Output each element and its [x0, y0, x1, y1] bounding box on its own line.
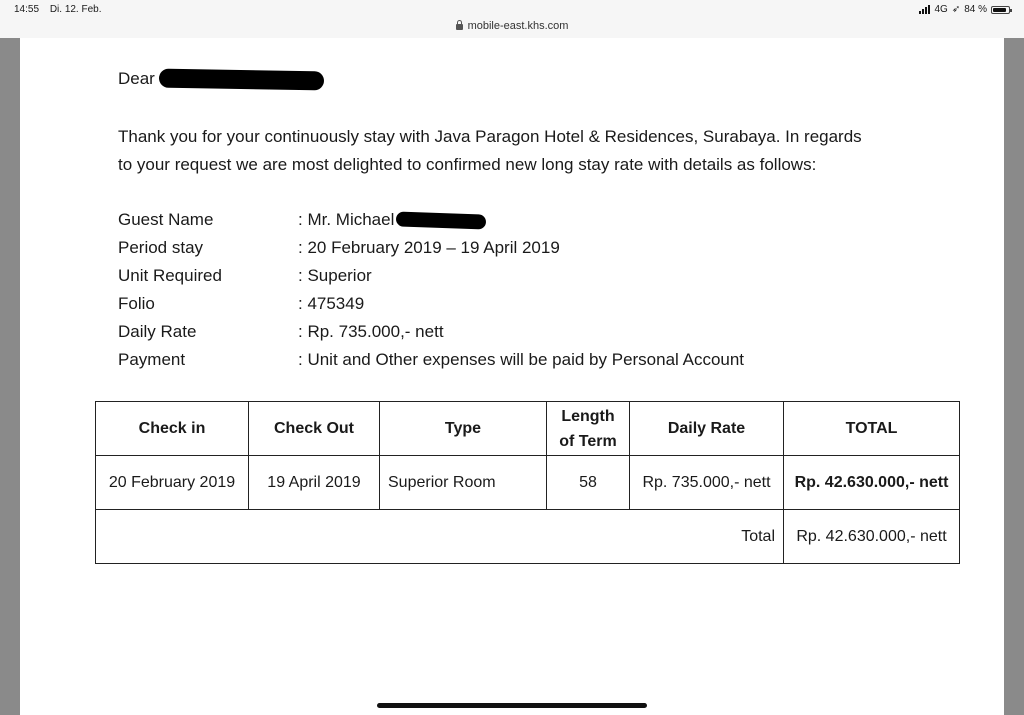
table-header-row — [96, 402, 960, 456]
header-total: TOTAL — [784, 402, 960, 456]
signal-icon — [919, 5, 930, 14]
document-page — [20, 38, 1004, 715]
detail-label: Folio — [118, 294, 155, 313]
status-bar — [0, 0, 1024, 20]
battery-icon — [991, 6, 1010, 14]
cell-daily-rate: Rp. 735.000,- nett — [630, 456, 784, 510]
header-check-out: Check Out — [249, 402, 380, 456]
header-check-in: Check in — [96, 402, 249, 456]
detail-value: : Superior — [298, 266, 372, 285]
cell-check-out: 19 April 2019 — [249, 456, 380, 510]
detail-value: : 475349 — [298, 294, 365, 313]
header-type: Type — [380, 402, 547, 456]
location-icon: ➶ — [951, 4, 961, 15]
total-label: Total — [96, 510, 784, 564]
detail-row-folio — [118, 290, 744, 318]
details-list — [118, 206, 744, 374]
table-row — [96, 456, 960, 510]
address-bar[interactable] — [0, 20, 1024, 36]
intro-line: Thank you for your continuously stay with Java Paragon Hotel & Residences, Surabaya. In regards — [118, 127, 862, 146]
detail-row-guest-name — [118, 206, 744, 234]
header-length-of-term — [547, 402, 630, 456]
intro-paragraph — [118, 123, 938, 179]
header-length-line: Length — [561, 407, 615, 425]
cell-length: 58 — [547, 456, 630, 510]
detail-row-unit — [118, 262, 744, 290]
detail-row-period — [118, 234, 744, 262]
cell-check-in: 20 February 2019 — [96, 456, 249, 510]
redaction-mark — [396, 211, 486, 229]
total-value: Rp. 42.630.000,- nett — [784, 510, 960, 564]
status-time: 14:55 — [14, 4, 40, 15]
url-text[interactable]: mobile-east.khs.com — [467, 20, 569, 32]
home-indicator[interactable] — [377, 703, 647, 708]
status-date: Di. 12. Feb. — [49, 4, 102, 15]
cell-total: Rp. 42.630.000,- nett — [784, 456, 960, 510]
greeting — [118, 69, 324, 89]
header-daily-rate: Daily Rate — [630, 402, 784, 456]
battery-percent: 84 % — [964, 4, 987, 15]
detail-value: : 20 February 2019 – 19 April 2019 — [298, 238, 560, 257]
header-term-line: of Term — [559, 432, 617, 450]
detail-value — [298, 206, 486, 234]
detail-row-daily-rate — [118, 318, 744, 346]
detail-value-text: : Mr. Michael — [298, 210, 395, 229]
network-label: 4G — [934, 4, 948, 15]
detail-value: : Rp. 735.000,- nett — [298, 322, 444, 341]
lock-icon — [456, 24, 463, 30]
detail-label: Period stay — [118, 238, 204, 257]
detail-value: : Unit and Other expenses will be paid by Personal Account — [298, 350, 745, 369]
detail-label: Unit Required — [118, 266, 222, 285]
table-total-row — [96, 510, 960, 564]
page-margin-right — [1004, 38, 1024, 715]
detail-label: Guest Name — [118, 210, 214, 229]
detail-label: Daily Rate — [118, 322, 197, 341]
cell-type: Superior Room — [380, 456, 547, 510]
greeting-text: Dear — [118, 69, 155, 88]
detail-label: Payment — [118, 350, 186, 369]
detail-row-payment — [118, 346, 744, 374]
page-margin-left — [0, 38, 20, 715]
intro-line: to your request we are most delighted to confirmed new long stay rate with details as follows: — [118, 155, 817, 174]
rate-table — [95, 401, 960, 564]
redaction-mark — [159, 69, 324, 91]
